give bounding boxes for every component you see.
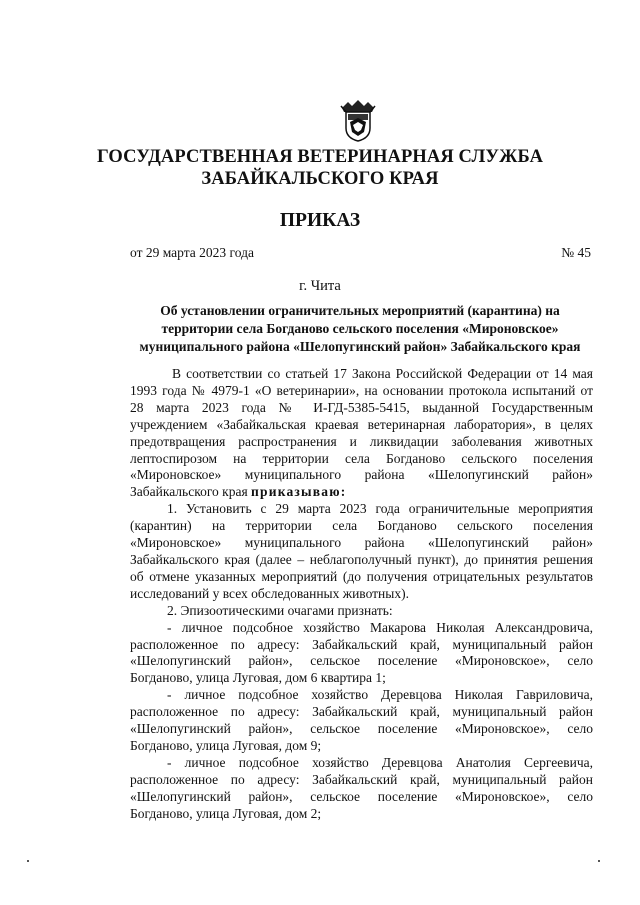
item1-line: об отмене указанных мероприятий (до получения отрицательных результатов bbox=[130, 568, 593, 584]
body-line: «Мироновское» муниципального района «Шелопугинский район» bbox=[130, 467, 593, 483]
org-name-line1: ГОСУДАРСТВЕННАЯ ВЕТЕРИНАРНАЯ СЛУЖБА bbox=[96, 147, 544, 167]
focus-line: «Шелопугинский район», сельское поселение «Мироновское», село bbox=[130, 721, 593, 737]
focus-line: «Шелопугинский район», сельское поселение «Мироновское», село bbox=[130, 788, 593, 804]
document-type: ПРИКАЗ bbox=[279, 210, 361, 231]
body-line: учреждением «Забайкальская краевая ветеринарная лаборатория», в целях bbox=[130, 416, 593, 432]
title-line: Об установлении ограничительных мероприятий (карантина) на bbox=[160, 303, 560, 318]
body-line-prefix: Забайкальского края bbox=[130, 484, 252, 500]
title-line: муниципального района «Шелопугинский район» Забайкальского края bbox=[139, 339, 581, 354]
order-directive: приказываю: bbox=[251, 484, 347, 500]
body-line: 1993 года № 4979-1 «О ветеринарии», на основании протокола испытаний от bbox=[130, 382, 593, 398]
focus-line: Богданово, улица Луговая, дом 6 квартира 1; bbox=[130, 670, 386, 686]
body-line bbox=[130, 484, 593, 501]
focus-line: расположенное по адресу: Забайкальский край, муниципальный район bbox=[130, 636, 593, 652]
body-line: В соответствии со статьей 17 Закона Российской Федерации от 14 мая bbox=[172, 366, 593, 381]
item2-heading: 2. Эпизоотическими очагами признать: bbox=[167, 602, 393, 618]
city: г. Чита bbox=[299, 278, 341, 294]
focus-line: - личное подсобное хозяйство Макарова Николая Александровича, bbox=[167, 619, 593, 635]
focus-line: - личное подсобное хозяйство Деревцова Николая Гавриловича, bbox=[167, 687, 593, 703]
item1-line: «Мироновское» муниципального района «Шелопугинский район» bbox=[130, 535, 593, 551]
focus-line: «Шелопугинский район», сельское поселение «Мироновское», село bbox=[130, 653, 593, 669]
scan-speck bbox=[27, 860, 29, 862]
order-number: № 45 bbox=[561, 245, 591, 260]
zabaykalsky-coat-of-arms-icon bbox=[340, 98, 376, 142]
item1-line: 1. Установить с 29 марта 2023 года ограничительные мероприятия bbox=[167, 501, 593, 517]
body-line: лептоспирозом на территории села Богданово сельского поселения bbox=[130, 450, 593, 466]
focus-line: расположенное по адресу: Забайкальский край, муниципальный район bbox=[130, 771, 593, 787]
focus-line: Богданово, улица Луговая, дом 9; bbox=[130, 737, 322, 753]
scan-speck bbox=[598, 860, 600, 862]
order-title bbox=[120, 302, 600, 356]
item1-line: (карантин) на территории села Богданово сельского поселения bbox=[130, 518, 593, 534]
body-line: предотвращения распространения и ликвидации заболевания животных bbox=[130, 433, 593, 449]
order-body bbox=[130, 366, 593, 822]
order-date: от 29 марта 2023 года bbox=[130, 245, 254, 260]
body-line: 28 марта 2023 года № И-ГД-5385-5415, выданной Государственным bbox=[130, 399, 593, 415]
focus-line: Богданово, улица Луговая, дом 2; bbox=[130, 805, 322, 821]
focus-line: расположенное по адресу: Забайкальский край, муниципальный район bbox=[130, 704, 593, 720]
item1-line: исследований у всех обследованных животных). bbox=[130, 585, 409, 601]
item1-line: Забайкальского края (далее – неблагополучный пункт), до принятия решения bbox=[130, 551, 593, 567]
org-name-line2: ЗАБАЙКАЛЬСКОГО КРАЯ bbox=[201, 169, 439, 189]
title-line: территории села Богданово сельского поселения «Мироновское» bbox=[161, 321, 559, 336]
focus-line: - личное подсобное хозяйство Деревцова Анатолия Сергеевича, bbox=[167, 754, 593, 770]
